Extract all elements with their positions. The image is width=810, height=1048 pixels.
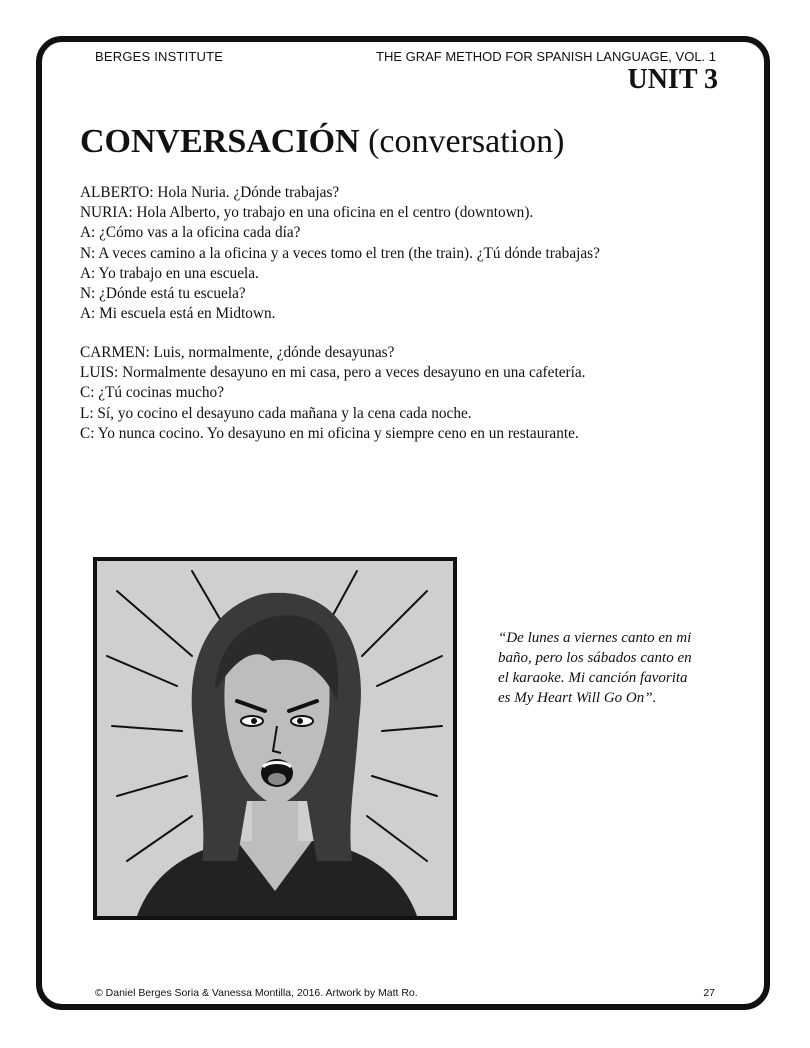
singing-woman-illustration: [93, 557, 457, 920]
unit-label: UNIT 3: [627, 64, 718, 95]
section-title-translation: (conversation): [359, 123, 565, 160]
dialogue-line: N: A veces camino a la oficina y a veces tomo el tren (the train). ¿Tú dónde trabajas?: [80, 244, 600, 262]
footer-credits: © Daniel Berges Soria & Vanessa Montilla, 2016. Artwork by Matt Ro.: [95, 987, 418, 999]
dialogue-block-1: [80, 183, 600, 324]
dialogue-line: A: Yo trabajo en una escuela.: [80, 264, 259, 282]
dialogue-line: L: Sí, yo cocino el desayuno cada mañana y la cena cada noche.: [80, 404, 472, 422]
dialogue-line: NURIA: Hola Alberto, yo trabajo en una oficina en el centro (downtown).: [80, 204, 534, 222]
quote-text: “De lunes a viernes canto en mi baño, pero los sábados canto en el karaoke. Mi canción favorita es My Heart Will Go On”.: [498, 630, 692, 706]
header-book-title: THE GRAF METHOD FOR SPANISH LANGUAGE, VOL. 1: [376, 49, 716, 64]
illustration-svg: [97, 561, 453, 916]
dialogue-line: A: Mi escuela está en Midtown.: [80, 305, 276, 323]
page-number: 27: [703, 987, 715, 999]
dialogue-line: C: ¿Tú cocinas mucho?: [80, 384, 224, 402]
dialogue-line: C: Yo nunca cocino. Yo desayuno en mi oficina y siempre ceno en un restaurante.: [80, 424, 579, 442]
dialogue-line: ALBERTO: Hola Nuria. ¿Dónde trabajas?: [80, 184, 340, 201]
dialogue-line: LUIS: Normalmente desayuno en mi casa, pero a veces desayuno en una cafetería.: [80, 364, 586, 382]
section-title-bold: CONVERSACIÓN: [80, 123, 360, 160]
dialogue-block-2: [80, 343, 585, 444]
dialogue-line: N: ¿Dónde está tu escuela?: [80, 285, 246, 303]
dialogue-line: CARMEN: Luis, normalmente, ¿dónde desayunas?: [80, 344, 395, 361]
header-institute: BERGES INSTITUTE: [95, 49, 224, 64]
dialogue-line: A: ¿Cómo vas a la oficina cada día?: [80, 224, 301, 242]
section-title: [80, 122, 564, 162]
